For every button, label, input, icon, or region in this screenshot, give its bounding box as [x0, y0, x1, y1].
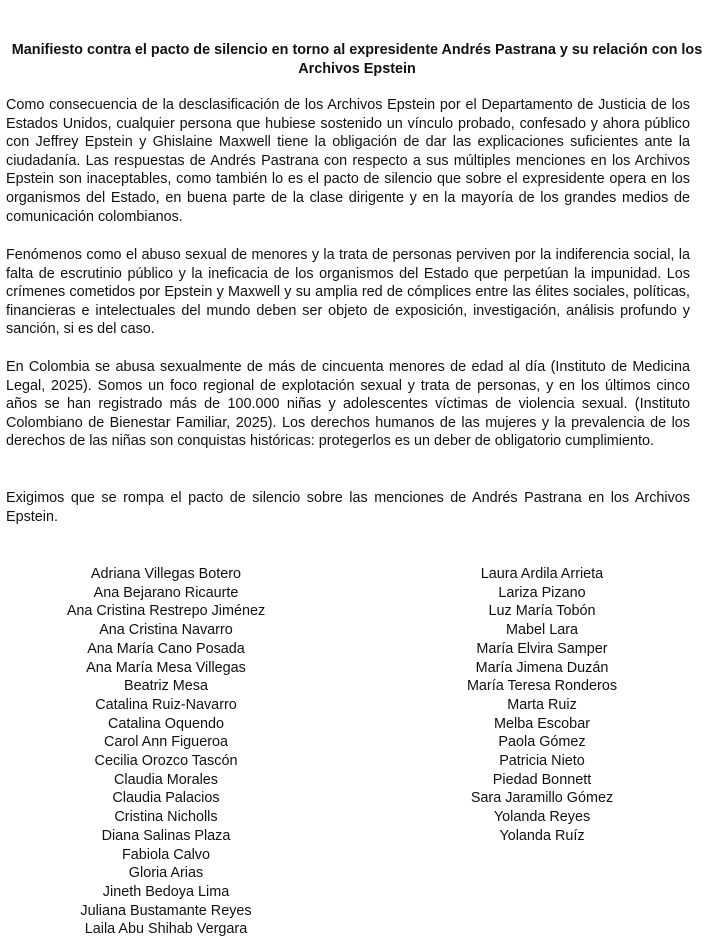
signatory-name: Gloria Arias — [128, 865, 204, 882]
signatory-name: Laura Ardila Arrieta — [480, 566, 604, 582]
signatory-name: Melba Escobar — [494, 715, 590, 732]
document-title: Manifiesto contra el pacto de silencio en torno al expresidente Andrés Pastrana y su relación con los Archivos Epstein — [11, 42, 703, 77]
paragraph-2: Fenómenos como el abuso sexual de menores y la trata de personas perviven por la indiferencia social, la falta de escrutinio público y la ineficacia de los organismos del Estado que perpetúan la impunidad. Los crímenes cometidos por Epstein y Maxwell y su amplia red de cómplices entre las élites sociales, políticas, financieras e intelectuales del mundo deben ser objeto de exposición, investigación, análisis profundo y sanción, si es del caso. — [6, 247, 690, 338]
signatory-name: Piedad Bonnett — [492, 771, 592, 788]
signatory-name: Mabel Lara — [506, 622, 578, 639]
signatory-name: Sara Jaramillo Gómez — [470, 790, 614, 807]
signatory-name: Patricia Nieto — [499, 753, 585, 770]
signatory-name: María Elvira Samper — [476, 640, 608, 657]
signatory-name: Catalina Ruiz-Navarro — [95, 696, 237, 713]
paragraph-1: Como consecuencia de la desclasificación de los Archivos Epstein por el Departamento de Justicia de los Estados Unidos, cualquier persona que hubiese sostenido un vínculo probado, confesado y ahora público con Jeffrey Epstein y Ghislaine Maxwell tiene la obligación de dar las explicaciones suficientes ante la ciudadanía. Las respuestas de Andrés Pastrana con respecto a sus múltiples menciones en los Archivos Epstein son inaceptables, como también lo es el pacto de silencio que sobre el expresidente opera en los organismos del Estado, en buena parte de la clase dirigente y en la mayoría de los grandes medios de comunicación colombianos. — [6, 97, 690, 225]
signatory-name: María Jimena Duzán — [475, 659, 609, 676]
signatory-name: Ana María Cano Posada — [87, 640, 245, 657]
signatory-name: Claudia Palacios — [112, 790, 220, 807]
signatory-name: Luz María Tobón — [488, 603, 596, 620]
signatory-name: Jineth Bedoya Lima — [102, 883, 230, 900]
signatory-name: Carol Ann Figueroa — [104, 734, 228, 751]
signatory-name: Catalina Oquendo — [107, 715, 224, 732]
signatory-name: Adriana Villegas Botero — [90, 566, 242, 582]
signatory-name: Laila Abu Shihab Vergara — [84, 921, 248, 938]
signatory-name: Juliana Bustamante Reyes — [80, 902, 252, 919]
signatory-name: Ana Cristina Restrepo Jiménez — [66, 603, 266, 620]
signatory-name: Ana Cristina Navarro — [99, 622, 233, 639]
signatory-name: Cristina Nicholls — [114, 809, 218, 826]
signatory-name: Diana Salinas Plaza — [101, 827, 231, 844]
signatory-name: Claudia Morales — [114, 771, 218, 788]
signatory-name: Cecilia Orozco Tascón — [94, 753, 238, 770]
signatory-name: Ana María Mesa Villegas — [86, 659, 246, 676]
signatory-name: Ana Bejarano Ricaurte — [93, 584, 239, 601]
signatory-name: Yolanda Reyes — [493, 809, 591, 826]
signatory-name: Yolanda Ruíz — [499, 827, 585, 844]
paragraph-4: Exigimos que se rompa el pacto de silencio sobre las menciones de Andrés Pastrana en los Archivos Epstein. — [6, 490, 690, 525]
signatories-left-column — [16, 565, 316, 939]
signatories-right-column — [392, 565, 692, 846]
signatory-name: Marta Ruiz — [507, 696, 577, 713]
signatory-name: Beatriz Mesa — [124, 678, 208, 695]
paragraph-3: En Colombia se abusa sexualmente de más de cincuenta menores de edad al día (Instituto de Medicina Legal, 2025). Somos un foco regional de explotación sexual y trata de personas, y en los últimos cinco años se han registrado más de 100.000 niñas y adolescentes víctimas de violencia sexual. (Instituto Colombiano de Bienestar Familiar, 2025). Los derechos humanos de las mujeres y la prevalencia de los derechos de las niñas son conquistas históricas: protegerlos es un deber de obligatorio cumplimiento. — [6, 359, 690, 450]
signatory-name: Fabiola Calvo — [122, 846, 210, 863]
signatory-name: Lariza Pizano — [498, 584, 586, 601]
signatory-name: María Teresa Ronderos — [466, 678, 618, 695]
signatory-name: Paola Gómez — [498, 734, 586, 751]
